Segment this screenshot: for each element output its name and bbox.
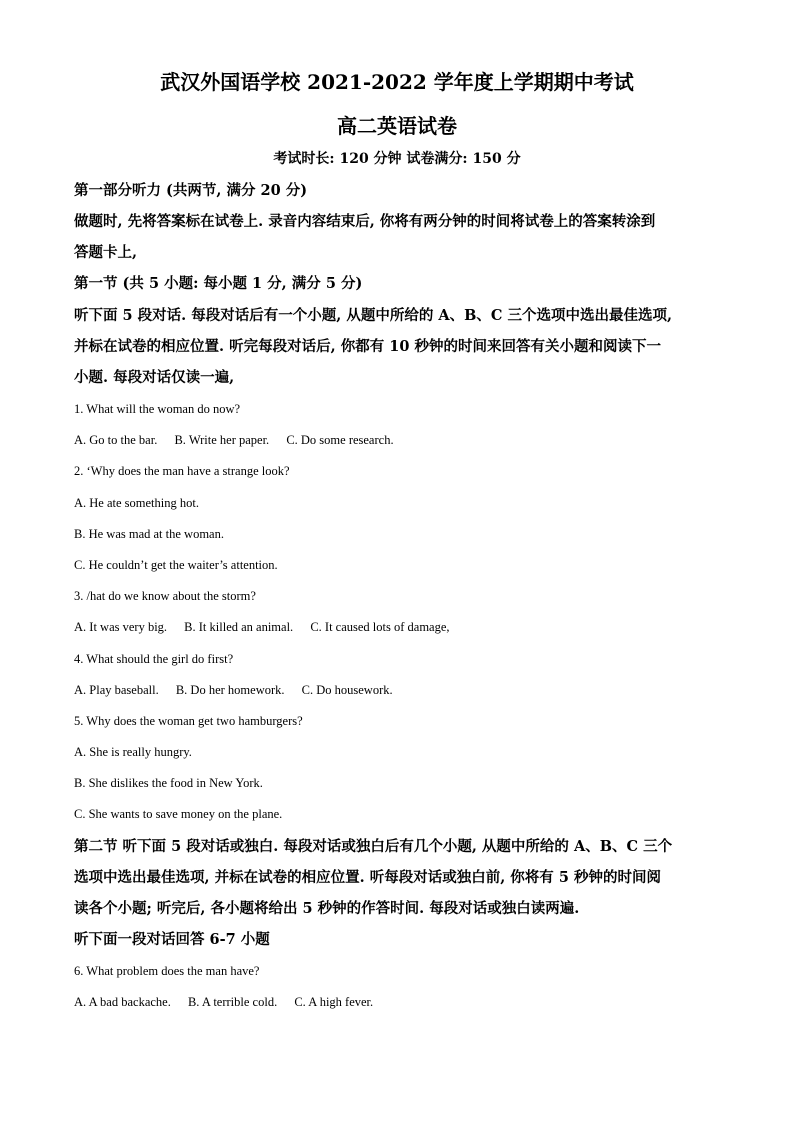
question-4-options [74, 681, 393, 699]
question-1-option-c[interactable]: C. Do some research. [286, 433, 394, 447]
question-3-option-a[interactable]: A. It was very big. [74, 620, 168, 634]
question-4-option-c[interactable]: C. Do housework. [301, 683, 393, 697]
question-5-option-c[interactable]: C. She wants to save money on the plane. [74, 807, 283, 821]
section1-instruction-line-2: 并标在试卷的相应位置. 听完每段对话后, 你都有 10 秒钟的时间来回答有关小题和阅读下一 [74, 338, 661, 355]
question-2-text: 2. ‘Why does the man have a strange look? [74, 464, 290, 478]
question-6-option-c[interactable]: C. A high fever. [294, 995, 374, 1009]
question-6-text: 6. What problem does the man have? [74, 964, 260, 978]
part1-heading: 第一部分听力 (共两节, 满分 20 分) [74, 182, 308, 199]
section2-instruction-line-1: 第二节 听下面 5 段对话或独白. 每段对话或独白后有几个小题, 从题中所给的 A、B、C 三个 [74, 838, 673, 855]
question-3-text: 3. /hat do we know about the storm? [74, 589, 256, 603]
question-6-option-b[interactable]: B. A terrible cold. [187, 995, 278, 1009]
part1-instruction-line-1: 做题时, 先将答案标在试卷上. 录音内容结束后, 你将有两分钟的时间将试卷上的答案转涂到 [74, 213, 656, 230]
exam-subtitle: 高二英语试卷 [337, 114, 457, 138]
section2-group-heading: 听下面一段对话回答 6-7 小题 [74, 931, 270, 948]
question-5-text: 5. Why does the woman get two hamburgers? [74, 714, 303, 728]
question-2-option-b[interactable]: B. He was mad at the woman. [74, 527, 224, 541]
section1-instruction-line-3: 小题. 每段对话仅读一遍, [74, 369, 235, 386]
section2-instruction-line-3: 读各个小题; 听完后, 各小题将给出 5 秒钟的作答时间. 每段对话或独白读两遍. [74, 900, 580, 917]
question-6-options [74, 993, 373, 1011]
question-1-options [74, 431, 394, 449]
question-3-options [74, 618, 450, 636]
part1-instruction-line-2: 答题卡上, [74, 244, 138, 261]
question-4-option-b[interactable]: B. Do her homework. [175, 683, 285, 697]
question-1-option-b[interactable]: B. Write her paper. [174, 433, 270, 447]
question-4-text: 4. What should the girl do first? [74, 652, 234, 666]
exam-title: 武汉外国语学校 2021-2022 学年度上学期期中考试 [160, 70, 634, 94]
question-2-option-c[interactable]: C. He couldn’t get the waiter’s attention. [74, 558, 278, 572]
question-3-option-b[interactable]: B. It killed an animal. [184, 620, 294, 634]
section2-instruction-line-2: 选项中选出最佳选项, 并标在试卷的相应位置. 听每段对话或独白前, 你将有 5 秒钟的时间阅 [74, 869, 661, 886]
question-5-option-b[interactable]: B. She dislikes the food in New York. [74, 776, 263, 790]
question-6-option-a[interactable]: A. A bad backache. [74, 995, 171, 1009]
section1-instruction-line-1: 听下面 5 段对话. 每段对话后有一个小题, 从题中所给的 A、B、C 三个选项中选出最佳选项, [74, 307, 673, 324]
section1-heading: 第一节 (共 5 小题: 每小题 1 分, 满分 5 分) [74, 275, 363, 292]
question-2-option-a[interactable]: A. He ate something hot. [74, 496, 199, 510]
question-1-text: 1. What will the woman do now? [74, 402, 241, 416]
exam-info: 考试时长: 120 分钟 试卷满分: 150 分 [273, 151, 521, 167]
question-5-option-a[interactable]: A. She is really hungry. [74, 745, 192, 759]
question-4-option-a[interactable]: A. Play baseball. [74, 683, 159, 697]
question-1-option-a[interactable]: A. Go to the bar. [74, 433, 158, 447]
question-3-option-c[interactable]: C. It caused lots of damage, [310, 620, 450, 634]
